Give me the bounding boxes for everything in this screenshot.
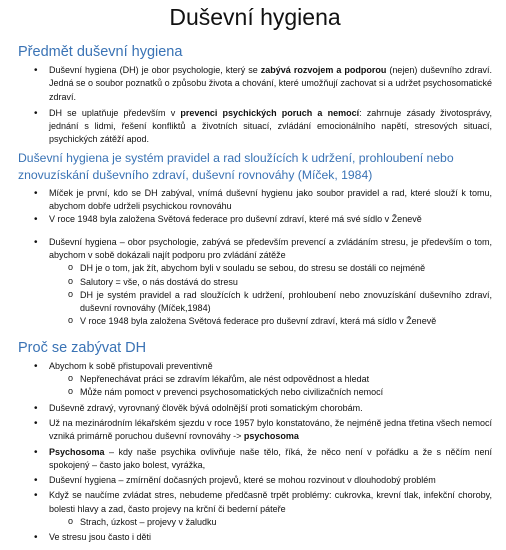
list-item: • Duševně zdravý, vyrovnaný člověk bývá odolnější proti somatickým chorobám. (18, 402, 492, 415)
section-heading-system: Duševní hygiena je systém pravidel a rad sloužících k udržení, prohloubení nebo znovuzískání duševního zdraví, duševní rovnováhy (Míček, 1984) (18, 150, 454, 182)
list-item: • DH se uplatňuje především v prevenci psychických poruch a nemocí: zahrnuje zásady životosprávy, jednání s lidmi, řešení konfliktů a životních situací, zvládání emocionálního napětí, stresových situací, psychických zátěží apod. (18, 107, 492, 147)
list-item: • Ve stresu jsou často i děti (18, 531, 492, 544)
section-heading-proc: Proč se zabývat DH (18, 339, 147, 356)
list-item: • V roce 1948 byla založena Světová federace pro duševní zdraví, které má své sídlo v Ženevě (18, 213, 492, 226)
page-title: Duševní hygiena (169, 4, 341, 30)
sub-list-item: o Salutory = vše, o nás dostává do stresu (18, 276, 492, 289)
list-item: • Duševní hygiena – obor psychologie, zabývá se především prevencí a zvládáním stresu, je především o tom, abychom v sobě dokázali najít podporu pro zvládání zátěže (18, 236, 492, 263)
sub-list-item: o Strach, úzkost – projevy v žaludku (18, 516, 492, 529)
sub-list-item: o Může nám pomoct v prevenci psychosomatických nebo civilizačních nemocí (18, 386, 492, 399)
section-heading-predmet: Předmět duševní hygiena (18, 44, 183, 60)
section1-list (18, 64, 492, 147)
sub-list-item: o DH je systém pravidel a rad sloužících k udržení, prohloubení nebo znovuzískání duševního zdraví, duševní rovnováhy (Míček,1984) (18, 289, 492, 316)
section2-list (18, 187, 492, 227)
sub-list-item: o DH je o tom, jak žít, abychom byli v souladu se sebou, do stresu se dostáli co nejméně (18, 262, 492, 275)
list-item: • Psychosoma – kdy naše psychika ovlivňuje naše tělo, říká, že něco není v pořádku a že s něčím není spokojený – často jako bolest, vyrážka, (18, 446, 492, 473)
section3-list (18, 360, 492, 545)
list-item: • Duševní hygiena – zmírnění dočasných projevů, které se mohou rozvinout v dlouhodobý problém (18, 474, 492, 487)
list-item: • Už na mezinárodním lékařském sjezdu v roce 1957 bylo konstatováno, že nejméně jedna třetina všech nemocí vzniká primárně poruchou duševní rovnováhy -> psychosoma (18, 417, 492, 444)
list-item: • Duševní hygiena (DH) je obor psychologie, který se zabývá rozvojem a podporou (nejen) duševního zdraví. Jedná se o soubor poznatků o způsobu života a chování, které umožňují zachovat si a udržet psychosomatické zdraví. (18, 64, 492, 104)
list-item: • Abychom k sobě přistupovali preventivně (18, 360, 492, 373)
sub-list-item: o V roce 1948 byla založena Světová federace pro duševní zdraví, která má sídlo v Ženevě (18, 315, 492, 328)
spacer (18, 227, 492, 236)
section2-list-b (18, 236, 492, 329)
list-item: • Když se naučíme zvládat stres, nebudeme předčasně trpět problémy: cukrovka, krevní tlak, infekční choroby, bolesti hlavy a zad, často projevy na krční či bederní páteře (18, 489, 492, 516)
list-item: • Míček je první, kdo se DH zabýval, vnímá duševní hygienu jako soubor pravidel a rad, které slouží k tomu, abychom dobře udrželi psychickou rovnováhu (18, 187, 492, 214)
sub-list-item: o Nepřenechávat práci se zdravím lékařům, ale nést odpovědnost a hledat (18, 373, 492, 386)
